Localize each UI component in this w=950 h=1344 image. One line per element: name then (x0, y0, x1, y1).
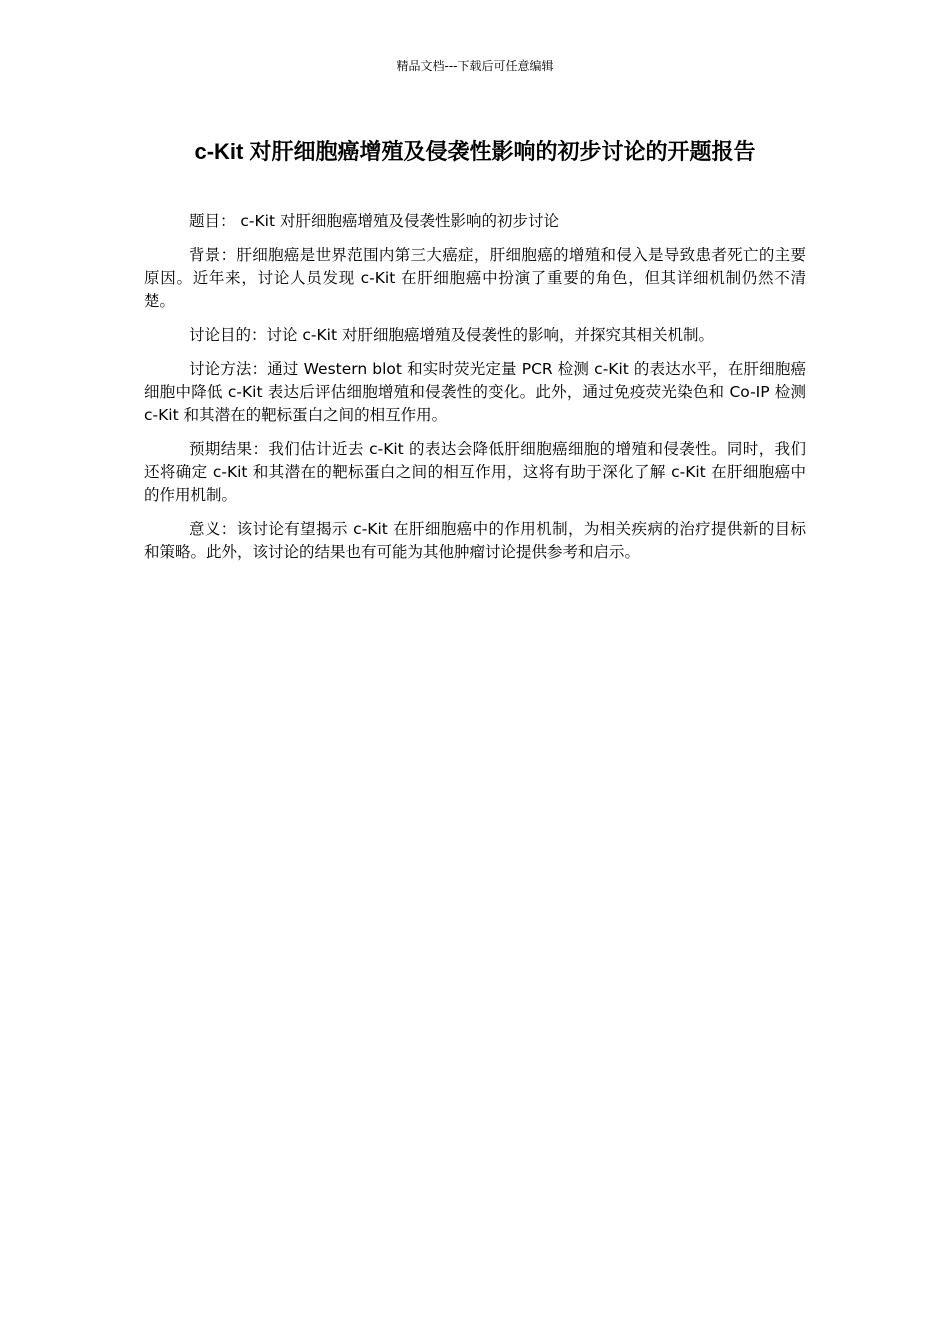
paragraph-background: 背景：肝细胞癌是世界范围内第三大癌症，肝细胞癌的增殖和侵入是导致患者死亡的主要原因。近年来，讨论人员发现 c-Kit 在肝细胞癌中扮演了重要的角色，但其详细机制仍然不清楚。 (144, 246, 806, 310)
paragraph-expected-results: 预期结果：我们估计近去 c-Kit 的表达会降低肝细胞癌细胞的增殖和侵袭性。同时，我们还将确定 c-Kit 和其潜在的靶标蛋白之间的相互作用，这将有助于深化了解 c-Kit 在肝细胞癌中的作用机制。 (144, 440, 806, 504)
paragraph-methods: 讨论方法：通过 Western blot 和实时荧光定量 PCR 检测 c-Kit 的表达水平，在肝细胞癌细胞中降低 c-Kit 表达后评估细胞增殖和侵袭性的变化。此外，通过免疫荧光染色和 Co-IP 检测 c-Kit 和其潜在的靶标蛋白之间的相互作用。 (144, 360, 806, 424)
page-header-note: 精品文档---下载后可任意编辑 (396, 59, 554, 73)
paragraph-objective: 讨论目的：讨论 c-Kit 对肝细胞癌增殖及侵袭性的影响，并探究其相关机制。 (188, 326, 714, 344)
document-body (144, 210, 806, 575)
paragraph-significance: 意义：该讨论有望揭示 c-Kit 在肝细胞癌中的作用机制，为相关疾病的治疗提供新的目标和策略。此外，该讨论的结果也有可能为其他肿瘤讨论提供参考和启示。 (144, 520, 806, 561)
document-title: c-Kit 对肝细胞癌增殖及侵袭性影响的初步讨论的开题报告 (194, 139, 756, 164)
paragraph-topic: 题目： c-Kit 对肝细胞癌增殖及侵袭性影响的初步讨论 (188, 212, 559, 230)
